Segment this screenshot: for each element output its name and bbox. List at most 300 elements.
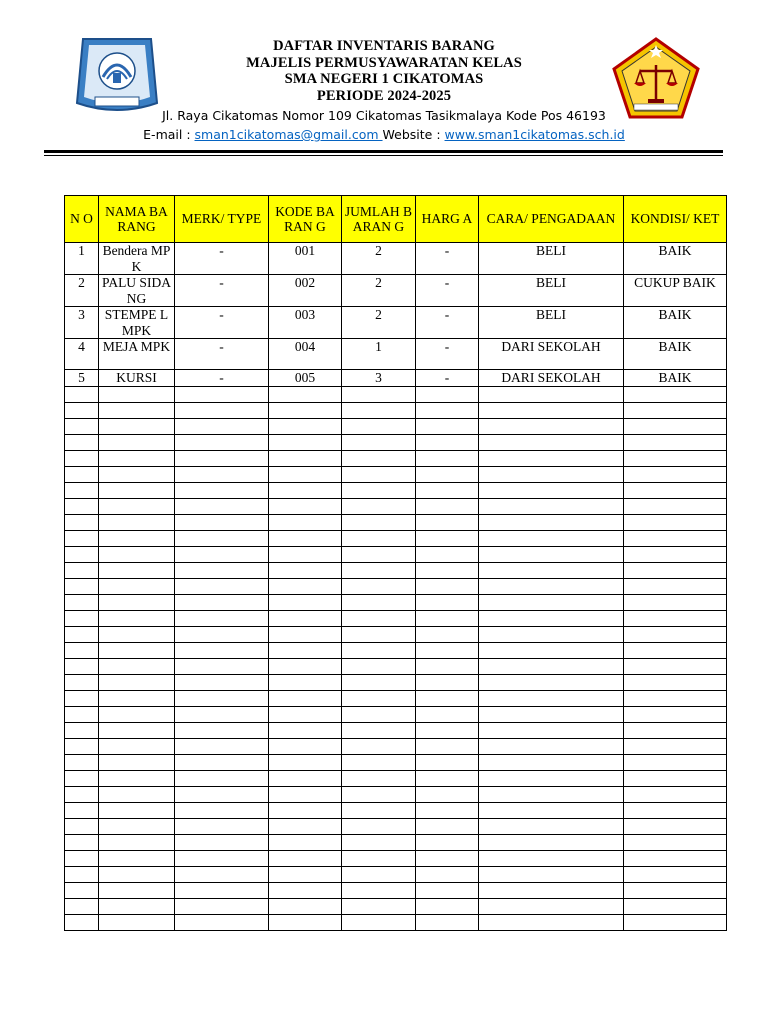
cell-jumlah-barang: 2 [342,243,416,275]
empty-cell [416,690,479,706]
empty-cell [175,706,269,722]
empty-cell [342,706,416,722]
empty-cell [99,594,175,610]
empty-cell [416,674,479,690]
empty-cell [624,706,727,722]
cell-harga: - [416,275,479,307]
empty-cell [99,850,175,866]
contact-line [0,126,768,143]
empty-cell [624,690,727,706]
empty-cell [342,466,416,482]
empty-cell [342,850,416,866]
empty-cell [479,866,624,882]
empty-cell [416,610,479,626]
empty-cell [342,594,416,610]
empty-cell [175,578,269,594]
empty-cell [624,802,727,818]
empty-cell [624,514,727,530]
period: PERIODE 2024-2025 [316,87,452,104]
empty-cell [175,754,269,770]
website-label: Website : [382,127,445,142]
empty-cell [65,690,99,706]
empty-cell [479,594,624,610]
empty-table-row [65,402,727,418]
school-name: SMA NEGERI 1 CIKATOMAS [284,71,484,87]
empty-cell [269,546,342,562]
empty-cell [416,418,479,434]
empty-cell [269,562,342,578]
cell-kode-barang: 005 [269,370,342,387]
column-header-harga: HARG A [416,196,479,243]
empty-cell [269,914,342,930]
empty-cell [416,562,479,578]
empty-cell [269,674,342,690]
empty-cell [269,658,342,674]
empty-cell [269,626,342,642]
empty-cell [269,450,342,466]
empty-cell [624,530,727,546]
empty-cell [269,818,342,834]
empty-cell [269,482,342,498]
cell-no: 5 [65,370,99,387]
empty-cell [175,818,269,834]
empty-cell [175,466,269,482]
empty-cell [416,706,479,722]
empty-cell [269,530,342,546]
empty-cell [65,770,99,786]
empty-cell [342,642,416,658]
empty-cell [342,450,416,466]
empty-cell [416,530,479,546]
empty-cell [99,658,175,674]
table-row [65,339,727,370]
empty-table-row [65,610,727,626]
empty-table-row [65,818,727,834]
column-header-merk-type: MERK/ TYPE [175,196,269,243]
empty-cell [342,722,416,738]
empty-cell [99,642,175,658]
empty-cell [416,818,479,834]
empty-cell [175,386,269,402]
empty-cell [342,562,416,578]
empty-cell [175,770,269,786]
empty-cell [269,754,342,770]
empty-cell [416,402,479,418]
empty-cell [65,738,99,754]
cell-merk-type: - [175,339,269,370]
empty-table-row [65,882,727,898]
empty-cell [624,498,727,514]
empty-cell [416,898,479,914]
empty-table-row [65,594,727,610]
empty-cell [479,546,624,562]
empty-cell [65,418,99,434]
cell-kondisi-ket: BAIK [624,339,727,370]
empty-cell [624,834,727,850]
empty-cell [175,418,269,434]
inventory-table [64,195,727,931]
empty-cell [479,754,624,770]
empty-table-row [65,466,727,482]
empty-cell [175,546,269,562]
empty-table-row [65,754,727,770]
cell-jumlah-barang: 2 [342,307,416,339]
cell-nama-barang: PALU SIDANG [99,275,175,307]
empty-table-row [65,834,727,850]
empty-cell [624,674,727,690]
empty-cell [65,802,99,818]
empty-cell [99,802,175,818]
empty-cell [99,434,175,450]
empty-cell [65,786,99,802]
empty-table-row [65,674,727,690]
empty-cell [269,402,342,418]
cell-no: 4 [65,339,99,370]
cell-kondisi-ket: BAIK [624,307,727,339]
empty-cell [65,594,99,610]
empty-cell [416,770,479,786]
empty-table-row [65,770,727,786]
empty-cell [175,674,269,690]
empty-cell [99,754,175,770]
cell-harga: - [416,370,479,387]
cell-harga: - [416,307,479,339]
empty-cell [416,546,479,562]
column-header-no: N O [65,196,99,243]
cell-harga: - [416,339,479,370]
column-header-nama-barang: NAMA BARANG [99,196,175,243]
empty-cell [416,866,479,882]
empty-cell [479,914,624,930]
empty-cell [269,610,342,626]
empty-cell [269,578,342,594]
empty-cell [99,418,175,434]
empty-table-row [65,690,727,706]
column-header-kondisi-ket: KONDISI/ KET [624,196,727,243]
empty-cell [624,610,727,626]
empty-cell [342,402,416,418]
empty-cell [65,834,99,850]
empty-cell [99,738,175,754]
empty-cell [479,722,624,738]
empty-cell [99,546,175,562]
empty-cell [479,610,624,626]
empty-table-row [65,786,727,802]
empty-cell [99,914,175,930]
empty-cell [99,898,175,914]
empty-cell [416,434,479,450]
empty-cell [624,434,727,450]
empty-cell [624,882,727,898]
empty-cell [624,738,727,754]
empty-cell [624,722,727,738]
cell-nama-barang: STEMPE L MPK [99,307,175,339]
empty-cell [65,674,99,690]
empty-cell [416,738,479,754]
empty-cell [479,418,624,434]
cell-nama-barang: Bendera MPK [99,243,175,275]
table-header-row [65,196,727,243]
column-header-cara-pengadaan: CARA/ PENGADAAN [479,196,624,243]
empty-cell [99,706,175,722]
empty-cell [479,882,624,898]
empty-cell [479,658,624,674]
empty-cell [624,418,727,434]
empty-cell [99,610,175,626]
empty-cell [65,626,99,642]
cell-jumlah-barang: 3 [342,370,416,387]
empty-cell [416,754,479,770]
empty-cell [269,834,342,850]
empty-table-row [65,626,727,642]
empty-cell [342,834,416,850]
empty-cell [65,498,99,514]
empty-table-row [65,498,727,514]
empty-cell [416,802,479,818]
empty-cell [624,578,727,594]
cell-kode-barang: 004 [269,339,342,370]
empty-cell [342,658,416,674]
empty-table-row [65,434,727,450]
empty-table-row [65,802,727,818]
address: Jl. Raya Cikatomas Nomor 109 Cikatomas Tasikmalaya Kode Pos 46193 [162,108,606,123]
empty-cell [624,866,727,882]
empty-table-row [65,706,727,722]
empty-cell [342,498,416,514]
empty-cell [65,850,99,866]
empty-cell [269,642,342,658]
empty-cell [65,818,99,834]
empty-cell [624,914,727,930]
letterhead [0,38,768,143]
cell-cara-pengadaan: BELI [479,307,624,339]
empty-cell [342,866,416,882]
empty-cell [65,722,99,738]
empty-cell [416,786,479,802]
empty-cell [342,610,416,626]
email-label: E-mail : [143,127,195,142]
cell-kode-barang: 001 [269,243,342,275]
empty-cell [624,642,727,658]
empty-table-row [65,738,727,754]
empty-cell [65,402,99,418]
table-row [65,370,727,387]
empty-cell [175,914,269,930]
empty-cell [416,466,479,482]
empty-cell [175,786,269,802]
cell-no: 3 [65,307,99,339]
empty-cell [99,770,175,786]
empty-cell [99,386,175,402]
cell-kondisi-ket: BAIK [624,370,727,387]
empty-cell [416,882,479,898]
empty-cell [269,722,342,738]
empty-cell [416,498,479,514]
cell-cara-pengadaan: DARI SEKOLAH [479,370,624,387]
empty-table-row [65,866,727,882]
empty-cell [269,466,342,482]
website-link[interactable]: www.sman1cikatomas.sch.id [444,127,625,142]
empty-cell [175,482,269,498]
empty-cell [269,594,342,610]
empty-cell [65,658,99,674]
empty-cell [479,706,624,722]
empty-cell [65,546,99,562]
empty-cell [65,482,99,498]
table-row [65,275,727,307]
cell-kode-barang: 003 [269,307,342,339]
empty-cell [65,578,99,594]
empty-cell [342,514,416,530]
empty-cell [342,786,416,802]
empty-cell [175,434,269,450]
empty-cell [342,626,416,642]
empty-cell [269,866,342,882]
empty-cell [624,562,727,578]
empty-table-row [65,450,727,466]
header-divider-thin [44,155,723,156]
empty-table-row [65,898,727,914]
empty-cell [342,386,416,402]
empty-cell [269,898,342,914]
empty-cell [342,690,416,706]
empty-cell [175,882,269,898]
empty-cell [175,402,269,418]
empty-cell [65,386,99,402]
empty-table-row [65,546,727,562]
empty-cell [479,786,624,802]
empty-cell [416,450,479,466]
cell-merk-type: - [175,307,269,339]
cell-jumlah-barang: 2 [342,275,416,307]
empty-cell [342,818,416,834]
empty-cell [479,386,624,402]
empty-cell [342,754,416,770]
empty-cell [342,418,416,434]
empty-cell [99,786,175,802]
empty-cell [99,530,175,546]
cell-cara-pengadaan: BELI [479,275,624,307]
empty-cell [175,610,269,626]
empty-cell [99,482,175,498]
empty-cell [624,818,727,834]
empty-cell [342,802,416,818]
empty-cell [65,450,99,466]
empty-cell [342,882,416,898]
empty-cell [269,706,342,722]
cell-jumlah-barang: 1 [342,339,416,370]
cell-kode-barang: 002 [269,275,342,307]
empty-table-row [65,482,727,498]
empty-cell [416,626,479,642]
empty-cell [65,866,99,882]
empty-cell [624,546,727,562]
empty-cell [479,834,624,850]
empty-cell [624,754,727,770]
empty-cell [624,450,727,466]
empty-cell [416,722,479,738]
empty-cell [479,578,624,594]
empty-table-row [65,722,727,738]
empty-table-row [65,658,727,674]
empty-cell [269,434,342,450]
empty-cell [479,690,624,706]
empty-cell [342,738,416,754]
empty-cell [65,610,99,626]
empty-cell [479,642,624,658]
empty-cell [175,866,269,882]
empty-cell [479,850,624,866]
empty-cell [479,802,624,818]
empty-table-row [65,514,727,530]
empty-cell [342,434,416,450]
empty-cell [99,690,175,706]
empty-cell [99,466,175,482]
organization-name: MAJELIS PERMUSYAWARATAN KELAS [246,54,522,71]
empty-cell [269,498,342,514]
empty-table-row [65,914,727,930]
cell-no: 1 [65,243,99,275]
column-header-kode-barang: KODE BARAN G [269,196,342,243]
empty-cell [479,466,624,482]
empty-cell [65,562,99,578]
empty-cell [624,482,727,498]
empty-cell [416,850,479,866]
empty-cell [99,626,175,642]
empty-cell [175,722,269,738]
empty-cell [416,914,479,930]
empty-cell [479,738,624,754]
empty-cell [479,514,624,530]
empty-cell [99,818,175,834]
empty-cell [624,594,727,610]
empty-table-row [65,562,727,578]
empty-cell [342,546,416,562]
empty-cell [99,498,175,514]
empty-table-row [65,386,727,402]
cell-merk-type: - [175,275,269,307]
empty-cell [624,770,727,786]
empty-cell [99,866,175,882]
empty-cell [269,786,342,802]
empty-cell [342,482,416,498]
column-header-jumlah-barang: JUMLAH BARAN G [342,196,416,243]
empty-cell [269,738,342,754]
empty-cell [479,818,624,834]
empty-cell [175,594,269,610]
empty-cell [416,514,479,530]
cell-kondisi-ket: BAIK [624,243,727,275]
empty-cell [175,642,269,658]
empty-cell [342,674,416,690]
empty-cell [99,722,175,738]
empty-cell [624,402,727,418]
empty-cell [65,466,99,482]
empty-cell [269,802,342,818]
empty-cell [479,898,624,914]
empty-cell [479,498,624,514]
empty-table-row [65,530,727,546]
cell-cara-pengadaan: BELI [479,243,624,275]
empty-table-row [65,642,727,658]
email-link[interactable]: sman1cikatomas@gmail.com [194,127,383,142]
empty-cell [479,530,624,546]
empty-cell [99,562,175,578]
empty-cell [416,386,479,402]
empty-cell [269,514,342,530]
empty-cell [416,658,479,674]
empty-cell [624,850,727,866]
